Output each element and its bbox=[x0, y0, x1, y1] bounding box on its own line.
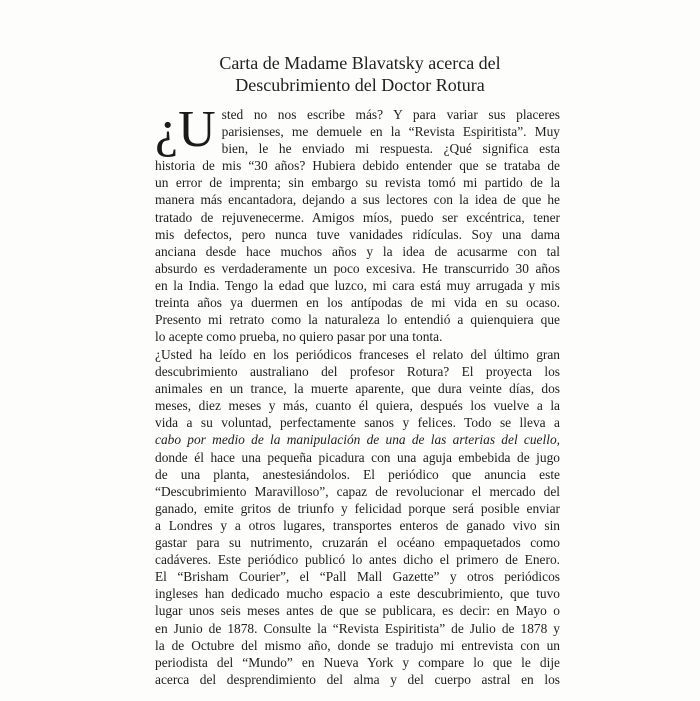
paragraph-line: anciana desde hace muchos años y la idea de acusarme con tal bbox=[155, 243, 560, 259]
paragraph-line: ¿Usted ha leído en los periódicos franceses el relato del último gran bbox=[155, 347, 560, 362]
paragraph-line: absurdo es verdaderamente un poco excesiva. He transcurrido 30 años bbox=[155, 260, 560, 276]
paragraph-line: donde él hace una pequeña picadura con una aguja embebida de jugo bbox=[155, 449, 560, 465]
paragraph-2 bbox=[155, 346, 560, 688]
paragraph-line: lugar unos seis meses antes de que se publicara, es decir: en Mayo o bbox=[155, 603, 560, 619]
paragraph-line: gastar para su nutrimento, cruzarán el océano empaquetados como bbox=[155, 535, 560, 551]
paragraph-line: sted no nos escribe más? Y para variar sus placeres bbox=[221, 107, 560, 122]
paragraph-line: cabo por medio de la manipulación de una de las arterias del cuello, bbox=[155, 432, 560, 448]
paragraph-line: animales en un trance, la muerte aparente, que dura veinte días, dos bbox=[155, 381, 560, 397]
paragraph-line: un error de imprenta; sin embargo su revista tomó mi partido de la bbox=[155, 175, 560, 191]
paragraph-line: tratado de rejuvenecerme. Amigos míos, puedo ser excéntrica, tener bbox=[155, 209, 560, 225]
paragraph-line: bien, le he enviado mi respuesta. ¿Qué significa esta bbox=[221, 141, 560, 157]
title-line-1: Carta de Madame Blavatsky acerca del bbox=[219, 53, 501, 73]
paragraph-line: en la India. Tengo la edad que luzco, mi cara está muy arrugada y mis bbox=[155, 277, 560, 293]
paragraph-line: treinta años ya duermen en los antípodas de mi vida en su ocaso. bbox=[155, 295, 560, 311]
paragraph-line: descubrimiento australiano del profesor Rotura? El proyecta los bbox=[155, 364, 560, 380]
paragraph-line: periodista del “Mundo” en Nueva York y compare lo que le dije bbox=[155, 654, 560, 670]
paragraph-line: historia de mis “30 años? Hubiera debido entender que se trataba de bbox=[155, 158, 560, 174]
paragraph-line: ganado, emite gritos de triunfo y felicidad porque será posible enviar bbox=[155, 500, 560, 516]
paragraph-line: mis defectos, pero nunca tuve vanidades ridículas. Soy una dama bbox=[155, 226, 560, 242]
paragraph-line: en Junio de 1878. Consulte la “Revista Espiritista” de Julio de 1878 y bbox=[155, 620, 560, 636]
drop-cap: ¿U bbox=[155, 101, 216, 158]
paragraph-line: Presento mi retrato como la naturaleza lo entendió a quienquiera que bbox=[155, 312, 560, 328]
paragraph-line: manera más encantadora, dejando a sus lectores con la idea de que he bbox=[155, 192, 560, 208]
paragraph-line: vida a su voluntad, perfectamente sanos y felices. Todo se lleva a bbox=[155, 415, 560, 431]
paragraph-1 bbox=[155, 101, 560, 345]
paragraph-line: acerca del desprendimiento del alma y del cuerpo astral en los bbox=[155, 671, 560, 687]
paragraph-line: parisienses, me demuele en la “Revista Espiritista”. Muy bbox=[221, 124, 560, 140]
title-line-2: Descubrimiento del Doctor Rotura bbox=[235, 75, 485, 95]
paragraph-line: la de Octubre del mismo año, donde se tradujo mi entrevista con un bbox=[155, 637, 560, 653]
paragraph-line: meses, diez meses y más, cuanto él quiera, después los vuelve a la bbox=[155, 398, 560, 414]
paragraph-line: “Descubrimiento Maravilloso”, capaz de revolucionar el mercado del bbox=[155, 483, 560, 499]
paragraph-line: El “Brisham Courier”, el “Pall Mall Gazette” y otros periódicos bbox=[155, 569, 560, 585]
paragraph-line: a Londres y a otros lugares, transportes enteros de ganado vivo sin bbox=[155, 517, 560, 533]
paragraph-line: de una planta, anestesiándolos. El periódico que anuncia este bbox=[155, 466, 560, 482]
paragraph-line: cadáveres. Este periódico publicó lo antes dicho el primero de Enero. bbox=[155, 552, 560, 568]
paragraph-line: lo acepte como prueba, no quiero pasar por una tonta. bbox=[155, 329, 443, 345]
page-title bbox=[150, 52, 570, 96]
paragraph-line: ingleses han dedicado mucho espacio a este descubrimiento, que tuvo bbox=[155, 586, 560, 602]
